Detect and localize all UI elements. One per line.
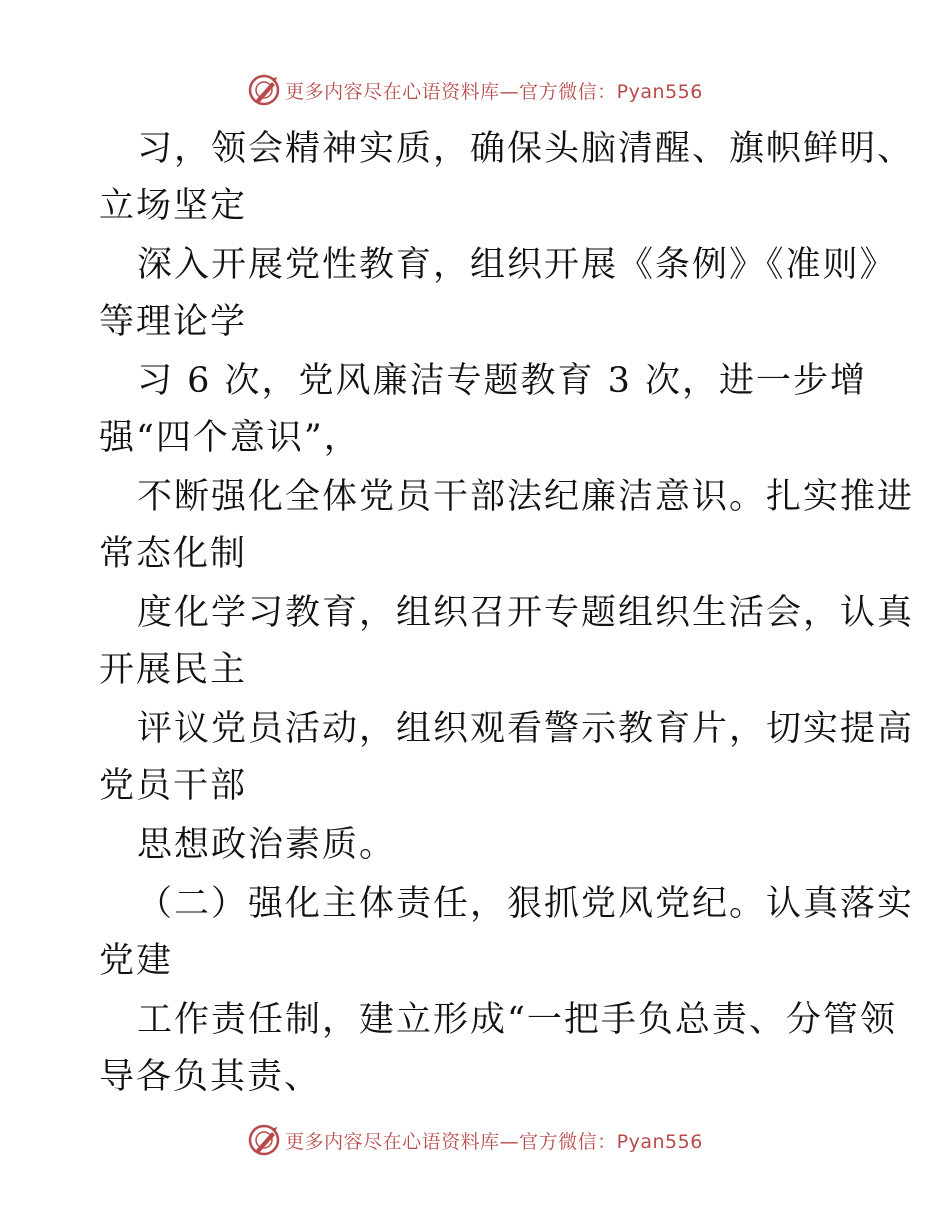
paragraph-line: （二）强化主体责任，狠抓党风党纪。认真落实: [137, 884, 915, 924]
header-watermark: [0, 70, 950, 110]
paragraph-line: 思想政治素质。: [137, 825, 397, 865]
watermark-text: 更多内容尽在心语资料库—官方微信：Pyan556: [285, 1130, 703, 1153]
paragraph-line: 导各负其责、: [99, 1057, 322, 1097]
paragraph-line: 评议党员活动，组织观看警示教育片，切实提高: [137, 709, 915, 749]
paragraph-line: 开展民主: [99, 650, 248, 690]
paragraph-line: 强“四个意识”，: [99, 418, 361, 458]
paragraph-line: 不断强化全体党员干部法纪廉洁意识。扎实推进: [137, 477, 915, 517]
paragraph-line: 党建: [99, 941, 174, 981]
paragraph-line: 等理论学: [99, 302, 248, 342]
logo-icon: [247, 73, 281, 107]
footer-watermark: [0, 1120, 950, 1160]
paragraph-line: 习 6 次，党风廉洁专题教育 3 次，进一步增: [137, 361, 868, 401]
paragraph-line: 习，领会精神实质，确保头脑清醒、旗帜鲜明、: [137, 129, 915, 169]
paragraph-line: 常态化制: [99, 534, 248, 574]
logo-icon: [247, 1123, 281, 1157]
watermark-text: 更多内容尽在心语资料库—官方微信：Pyan556: [285, 80, 703, 103]
paragraph-line: 工作责任制，建立形成“一把手负总责、分管领: [137, 1000, 897, 1040]
paragraph-line: 深入开展党性教育，组织开展《条例》《准则》: [137, 245, 897, 285]
paragraph-line: 党员干部: [99, 766, 248, 806]
paragraph-line: 度化学习教育，组织召开专题组织生活会，认真: [137, 593, 915, 633]
paragraph-line: 立场坚定: [99, 186, 248, 226]
